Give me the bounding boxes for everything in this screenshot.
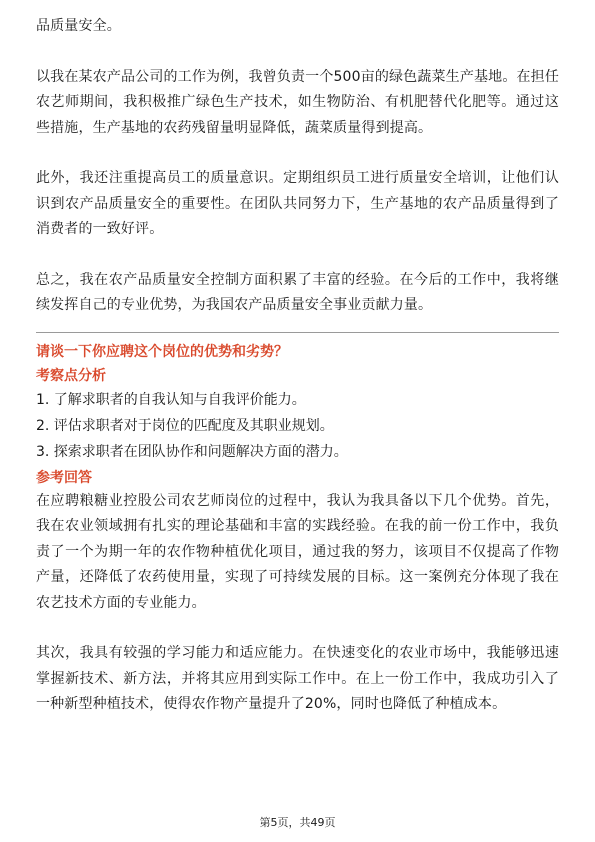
paragraph-training: 此外，我还注重提高员工的质量意识。定期组织员工进行质量安全培训，让他们认识到农产品质量安全的重要性。在团队共同努力下，生产基地的农产品质量得到了消费者的一致好评。 bbox=[36, 170, 559, 237]
document-page bbox=[36, 14, 559, 718]
analysis-item: 2. 评估求职者对于岗位的匹配度及其职业规划。 bbox=[36, 417, 334, 434]
paragraph-summary: 总之，我在农产品质量安全控制方面积累了丰富的经验。在今后的工作中，我将继续发挥自己的专业优势，为我国农产品质量安全事业贡献力量。 bbox=[36, 271, 559, 313]
paragraph-continuation: 品质量安全。 bbox=[36, 18, 121, 34]
answer-paragraph-learning: 其次，我具有较强的学习能力和适应能力。在快速变化的农业市场中，我能够迅速掌握新技术、新方法，并将其应用到实际工作中。在上一份工作中，我成功引入了一种新型种植技术，使得农作物产量提升了20%，同时也降低了种植成本。 bbox=[36, 645, 559, 712]
answer-paragraph-advantages: 在应聘粮糖业控股公司农艺师岗位的过程中，我认为我具备以下几个优势。首先，我在农业领域拥有扎实的理论基础和丰富的实践经验。在我的前一份工作中，我负责了一个为期一年的农作物种植优化项目，通过我的努力，该项目不仅提高了作物产量，还降低了农药使用量，实现了可持续发展的目标。这一案例充分体现了我在农艺技术方面的专业能力。 bbox=[36, 492, 559, 611]
section-divider bbox=[36, 332, 559, 333]
paragraph-example: 以我在某农产品公司的工作为例，我曾负责一个500亩的绿色蔬菜生产基地。在担任农艺师期间，我积极推广绿色生产技术，如生物防治、有机肥替代化肥等。通过这些措施，生产基地的农药残留量明显降低，蔬菜质量得到提高。 bbox=[36, 68, 559, 136]
page-number-footer: 第5页，共49页 bbox=[259, 816, 336, 829]
answer-heading: 参考回答 bbox=[36, 469, 92, 486]
analysis-heading: 考察点分析 bbox=[36, 367, 106, 384]
analysis-item: 1. 了解求职者的自我认知与自我评价能力。 bbox=[36, 391, 306, 408]
analysis-item: 3. 探索求职者在团队协作和问题解决方面的潜力。 bbox=[36, 443, 348, 460]
question-title: 请谈一下你应聘这个岗位的优势和劣势？ bbox=[36, 343, 288, 360]
